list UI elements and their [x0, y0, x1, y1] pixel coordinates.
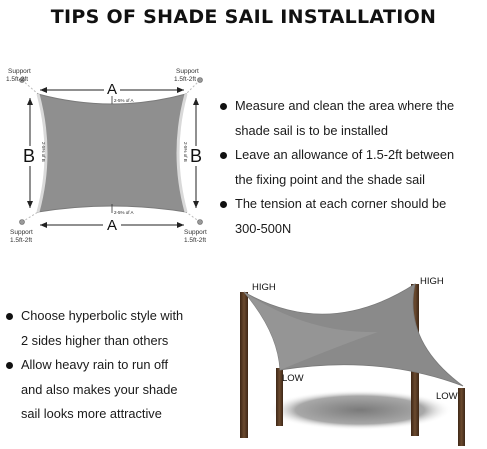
arrow-up-icon: [27, 98, 33, 105]
tip-text: Measure and clean the area where the: [235, 98, 455, 113]
post-low-right: [458, 388, 465, 446]
ground-shadow: [268, 390, 452, 430]
hyperbolic-sail-illustration: [228, 262, 487, 449]
tip-item: [4, 378, 222, 403]
support-label-bottom-left: Support: [10, 229, 33, 236]
support-label-bottom-right: Support: [184, 229, 207, 236]
sag-label-right: 2-5% of B: [183, 142, 188, 162]
tip-item: [218, 217, 486, 242]
support-range-bottom-right: 1.5ft-2ft: [184, 237, 207, 244]
support-range-top-right: 1.5ft-2ft: [174, 76, 197, 83]
tip-text: Leave an allowance of 1.5-2ft between: [235, 147, 455, 162]
sag-label-top: 2-5% of A: [114, 98, 134, 103]
high-label-left: HIGH: [252, 282, 276, 293]
tip-text: sail looks more attractive: [21, 406, 162, 421]
tip-text: the fixing point and the shade sail: [235, 171, 425, 187]
low-label-right: LOW: [436, 391, 458, 402]
post-high-left: [240, 292, 248, 438]
tip-item: [218, 143, 486, 168]
arrow-right-icon: [177, 222, 184, 228]
page-title: TIPS OF SHADE SAIL INSTALLATION: [50, 6, 437, 28]
arrow-down-icon: [193, 201, 199, 208]
bullet-icon: [6, 313, 13, 320]
high-label-right: HIGH: [420, 276, 444, 287]
tip-item: [4, 353, 222, 378]
tip-item: [4, 304, 222, 329]
dim-label-left-b: B: [22, 146, 36, 166]
tip-text: and also makes your shade: [21, 381, 178, 397]
tip-text: Choose hyperbolic style with: [21, 308, 184, 323]
low-label-left: LOW: [282, 373, 304, 384]
tip-text: 300-500N: [235, 220, 292, 236]
tip-text: Allow heavy rain to run off: [21, 357, 169, 372]
tip-item: [218, 94, 486, 119]
tip-text: 2 sides higher than others: [21, 332, 169, 348]
bullet-icon: [220, 103, 227, 110]
sail-shape: [38, 94, 186, 212]
tip-item: [218, 168, 486, 193]
support-line-bottom-left: [22, 212, 38, 222]
sail-dimension-diagram: [0, 52, 222, 252]
dim-label-right-b: B: [189, 146, 203, 166]
tip-text: The tension at each corner should be: [235, 196, 447, 211]
support-point-icon: [198, 220, 203, 225]
sag-label-left: 2-5% of B: [41, 142, 46, 162]
arrow-left-icon: [40, 222, 47, 228]
sag-label-bottom: 2-5% of A: [114, 210, 134, 215]
bullet-icon: [6, 362, 13, 369]
support-label-top-left: Support: [8, 68, 31, 75]
arrow-right-icon: [177, 87, 184, 93]
bullet-icon: [220, 201, 227, 208]
tip-item: [218, 192, 486, 217]
support-point-icon: [198, 78, 203, 83]
tip-item: [4, 329, 222, 354]
tip-item: [4, 402, 222, 427]
arrow-down-icon: [27, 201, 33, 208]
style-tips-list: [4, 304, 222, 427]
support-label-top-right: Support: [176, 68, 199, 75]
dim-label-bottom-a: A: [106, 217, 118, 234]
arrow-up-icon: [193, 98, 199, 105]
tip-text: shade sail is to be installed: [235, 122, 388, 138]
tip-item: [218, 119, 486, 144]
arrow-left-icon: [40, 87, 47, 93]
dim-label-top-a: A: [106, 81, 118, 98]
support-range-top-left: 1.5ft-2ft: [6, 76, 29, 83]
support-point-icon: [20, 220, 25, 225]
support-range-bottom-left: 1.5ft-2ft: [10, 237, 33, 244]
bullet-icon: [220, 152, 227, 159]
installation-tips-list: [218, 94, 486, 241]
